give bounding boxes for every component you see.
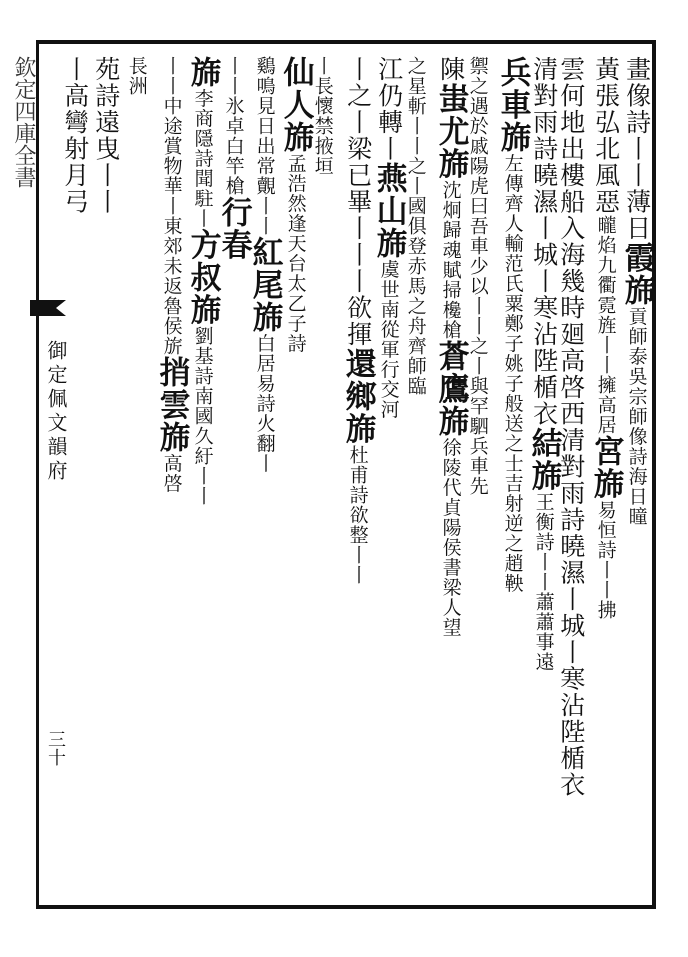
text-segment: 丨之丨: [343, 56, 373, 136]
headword: 仙人旆: [277, 56, 314, 154]
page-number: 三十: [45, 730, 66, 766]
text-column: [122, 56, 151, 96]
text-segment: 丨高彎射月弓: [60, 56, 90, 215]
text-segment: 苑詩遠曳丨丨: [91, 56, 121, 215]
text-segment: 雲何地出樓船入海幾時廻高啓西: [556, 56, 586, 427]
headword: 宮旆: [587, 435, 624, 500]
text-segment: 梁已畢丨丨丨欲揮: [343, 135, 373, 348]
text-segment: 徐陵代貞陽侯書梁人望: [439, 437, 462, 638]
top-border-rule: [36, 40, 656, 44]
text-segment: 杜甫詩欲整丨丨: [346, 445, 369, 585]
headword: 方叔旆: [184, 228, 221, 326]
text-segment: 丨丨中途賞物華: [160, 56, 183, 196]
text-segment: 清對雨詩曉濕丨城丨寒沾陛楯衣: [529, 56, 559, 427]
text-segment: 丨東郊未返魯侯旂: [160, 196, 183, 356]
text-segment: 薄日: [622, 188, 652, 242]
text-segment: 畫像詩: [622, 56, 652, 136]
text-segment: 丨丨: [622, 135, 652, 189]
headword: 行春: [215, 196, 252, 261]
text-segment: 虞世南從軍行交河: [377, 259, 400, 420]
text-column: [339, 56, 375, 585]
headword: 燕山旆: [370, 162, 407, 260]
headword: 兵車旆: [494, 56, 531, 154]
text-column: [153, 56, 189, 494]
text-column: [587, 56, 623, 620]
text-segment: 沈炯歸魂賦掃欃槍: [439, 180, 462, 340]
text-column: [494, 56, 530, 594]
text-segment: 劉基詩南國久紆丨丨: [191, 326, 214, 506]
headword: 紅尾旆: [246, 236, 283, 334]
text-segment: 鷄鳴見日出常覿丨丨: [253, 56, 276, 236]
text-segment: 江仍轉丨: [374, 56, 404, 162]
text-segment: 貢師泰吳宗師像詩海日曈: [625, 306, 648, 527]
text-segment: 孟浩然逢天台太乙子詩: [284, 153, 307, 354]
headword: 霞旆: [618, 241, 655, 307]
headword: 還鄉旆: [339, 347, 376, 445]
text-segment: 左傳齊人輸范氏粟鄭子姚子般送之士吉射逆之趙鞅: [501, 153, 524, 594]
text-segment: 長洲: [125, 56, 148, 96]
text-segment: 丨長懷禁掖垣: [311, 56, 334, 176]
headword: 蚩尤旆: [432, 82, 469, 180]
text-segment: 國俱登赤馬之舟齊師臨: [404, 196, 427, 396]
text-segment: 曨焰九衢霓旌丨丨擁高居: [594, 215, 617, 435]
margin-header-fragment: 欽定四庫全書: [11, 56, 36, 188]
bottom-border-rule: [36, 905, 656, 909]
text-segment: 禦之遇於戚陽虎曰吾車少以丨丨之丨與罕駟兵車先: [466, 56, 489, 496]
text-column: [246, 56, 282, 474]
headword: 捎雲旆: [153, 356, 190, 454]
headword: 旆: [184, 56, 221, 89]
text-segment: 王衡詩丨丨蕭蕭事遠: [532, 492, 555, 672]
text-segment: 陳: [436, 56, 466, 83]
text-column: [432, 56, 468, 638]
text-segment: 黃張弘北風惡: [591, 56, 621, 215]
text-segment: 李商隱詩聞駐丨: [191, 88, 214, 229]
book-title: 御定佩文韻府: [44, 340, 68, 484]
text-segment: 之星斬丨丨之丨: [404, 56, 427, 196]
text-segment: 清對雨詩曉濕丨城丨寒沾陛楯衣: [556, 427, 586, 798]
text-segment: 白居易詩火翻丨: [253, 333, 276, 474]
headword: 蒼鷹旆: [432, 340, 469, 438]
text-column: [91, 56, 120, 215]
text-segment: 易恒詩丨丨拂: [594, 500, 617, 620]
text-segment: 高啓: [160, 453, 183, 494]
text-column: [60, 56, 89, 215]
headword: 結旆: [525, 427, 562, 492]
text-segment: 丨丨氷卓白竿槍: [222, 56, 245, 196]
fish-tail-mark-icon: [30, 296, 70, 320]
